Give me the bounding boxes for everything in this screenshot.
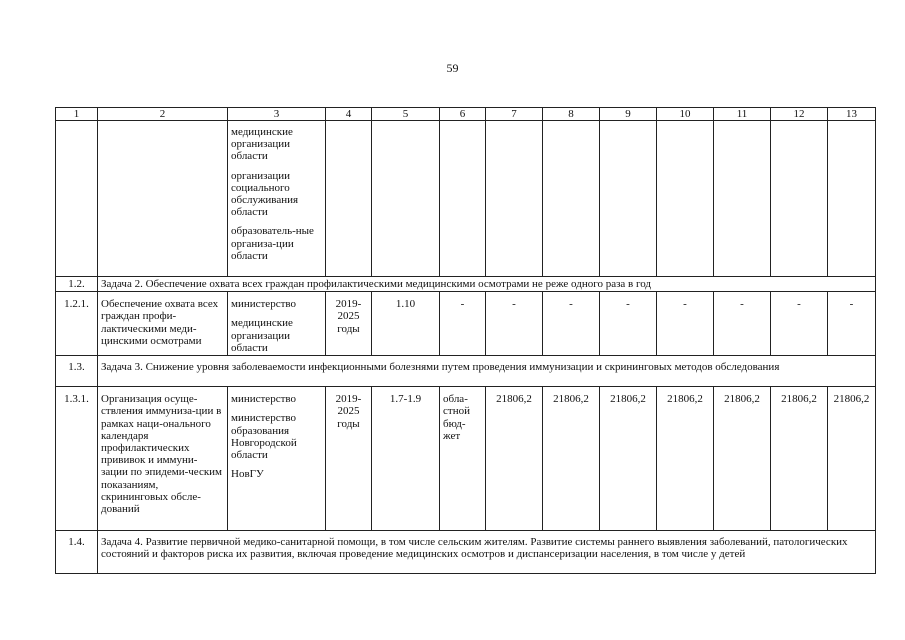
table-row-1-2-1: [56, 292, 876, 356]
executor: министерство образования Новгородской области: [231, 412, 297, 462]
value-cell: 21806,2: [600, 387, 657, 531]
col-header-7: 7: [486, 108, 543, 121]
task-number: 1.4.: [56, 531, 98, 574]
col-header-10: 10: [657, 108, 714, 121]
col-header-9: 9: [600, 108, 657, 121]
value-cell: -: [771, 292, 828, 356]
value-cell: -: [440, 292, 486, 356]
executor: медицинские организации области: [231, 126, 293, 163]
col-header-8: 8: [543, 108, 600, 121]
period: 2019-2025 годы: [326, 387, 372, 531]
row-number: 1.2.1.: [56, 292, 98, 356]
funding-source: обла-стной бюд-жет: [440, 387, 486, 531]
executor: медицинские организации области: [231, 317, 293, 354]
activity-name: Обеспечение охвата всех граждан профи-лактическими меди-цинскими осмотрами: [98, 292, 228, 356]
col-header-4: 4: [326, 108, 372, 121]
value-cell: -: [714, 292, 771, 356]
value-cell: 21806,2: [657, 387, 714, 531]
column-number-row: [56, 108, 876, 121]
col-header-3: 3: [228, 108, 326, 121]
col-header-6: 6: [440, 108, 486, 121]
indicator: 1.10: [372, 292, 440, 356]
value-cell: -: [486, 292, 543, 356]
program-table: [55, 107, 876, 574]
task-4-row: [56, 531, 876, 574]
task-text: Задача 2. Обеспечение охвата всех граждан профилактическими медицинскими осмотрами не реже одного раза в год: [98, 277, 876, 292]
executors-cell: [228, 292, 326, 356]
continuation-row: [56, 121, 876, 277]
value-cell: -: [828, 292, 876, 356]
value-cell: 21806,2: [714, 387, 771, 531]
executors-cell: [228, 121, 326, 277]
executor: образователь-ные организа-ции области: [231, 225, 314, 262]
value-cell: 21806,2: [543, 387, 600, 531]
task-text: Задача 4. Развитие первичной медико-санитарной помощи, в том числе сельским жителям. Развитие системы раннего выявления заболеваний, патологических состояний и факторов риска их развития, включая проведение медицинских осмотров и диспансеризации населения, в том числе у детей: [98, 531, 876, 574]
executors-cell: [228, 387, 326, 531]
value-cell: -: [543, 292, 600, 356]
col-header-12: 12: [771, 108, 828, 121]
activity-name: Организация осуще-ствления иммуниза-ции в рамках наци-онального календаря профилактических прививок и иммуни-зации по эпидеми-ческим показаниям, скрининговых обсле-дований: [98, 387, 228, 531]
value-cell: 21806,2: [486, 387, 543, 531]
value-cell: -: [657, 292, 714, 356]
task-2-row: [56, 277, 876, 292]
col-header-5: 5: [372, 108, 440, 121]
indicator: 1.7-1.9: [372, 387, 440, 531]
executor: министерство: [231, 298, 297, 311]
period: 2019-2025 годы: [326, 292, 372, 356]
row-number: 1.3.1.: [56, 387, 98, 531]
task-text: Задача 3. Снижение уровня заболеваемости инфекционными болезнями путем проведения иммунизации и скрининговых методов обследования: [98, 356, 876, 387]
task-3-row: [56, 356, 876, 387]
executor: НовГУ: [231, 468, 264, 481]
value-cell: -: [600, 292, 657, 356]
page-number: 59: [446, 61, 459, 75]
executor: организации социального обслуживания области: [231, 169, 299, 219]
value-cell: 21806,2: [771, 387, 828, 531]
table-row-1-3-1: [56, 387, 876, 531]
task-number: 1.3.: [56, 356, 98, 387]
executor: министерство: [231, 393, 297, 406]
col-header-13: 13: [828, 108, 876, 121]
col-header-11: 11: [714, 108, 771, 121]
value-cell: 21806,2: [828, 387, 876, 531]
col-header-1: 1: [56, 108, 98, 121]
col-header-2: 2: [98, 108, 228, 121]
task-number: 1.2.: [56, 277, 98, 292]
